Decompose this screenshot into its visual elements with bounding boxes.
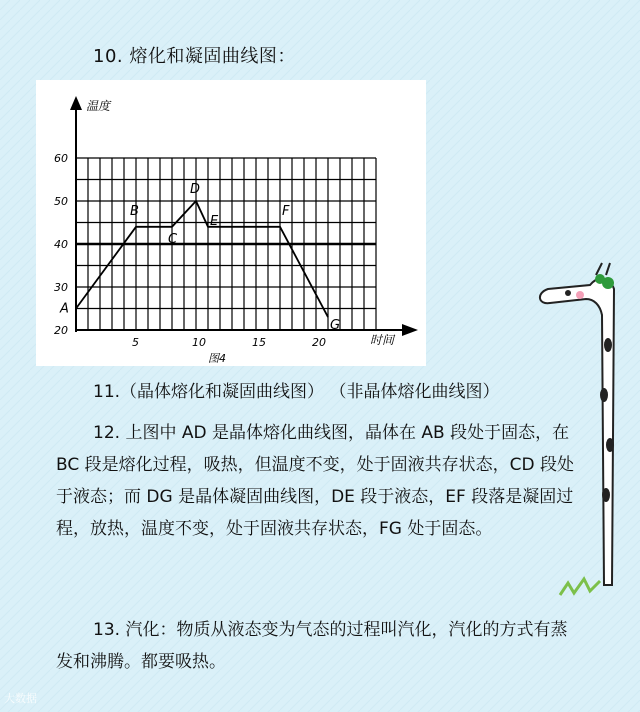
y-axis-arrow [70, 96, 82, 110]
point-label-G: G [330, 318, 341, 334]
x-tick-label: 10 [192, 336, 206, 349]
point-label-D: D [190, 182, 201, 197]
y-tick-label: 20 [54, 324, 68, 337]
y-tick-label: 50 [54, 195, 68, 208]
melting-curve-figure [36, 80, 426, 366]
y-axis-label: 温度 [86, 99, 111, 113]
giraffe-illustration [520, 255, 640, 605]
watermark: 大数据 [4, 692, 37, 705]
point-label-A: A [60, 301, 69, 317]
y-tick-label: 30 [54, 281, 68, 294]
melting-curve-chart [36, 80, 426, 366]
paragraph-12 [56, 417, 576, 545]
paragraph-12-text: 12. 上图中 AD 是晶体熔化曲线图，晶体在 AB 段处于固态，在 BC 段是熔化过程，吸热，但温度不变，处于固液共存状态，CD 段处于液态；而 DG 是晶体凝固曲线图，DE 段于液态，EF 段落是凝固过程，放热，温度不变，处于固液共存状态，FG 处于固态。 [56, 423, 575, 539]
point-label-E: E [210, 213, 219, 229]
point-label-F: F [282, 203, 290, 219]
temperature-curve [76, 201, 328, 317]
point-label-C: C [168, 231, 178, 247]
figure-caption: 图4 [208, 352, 226, 365]
x-axis-arrow [402, 324, 418, 336]
point-label-B: B [130, 203, 139, 219]
x-tick-label: 5 [132, 336, 139, 349]
y-tick-label: 60 [54, 152, 68, 165]
paragraph-11: 11.（晶体熔化和凝固曲线图） （非晶体熔化曲线图） [93, 382, 500, 402]
x-tick-label: 20 [312, 336, 326, 349]
section-heading: 10. 熔化和凝固曲线图： [93, 46, 296, 67]
x-tick-label: 15 [252, 336, 266, 349]
paragraph-13 [56, 614, 576, 678]
x-axis-label: 时间 [370, 333, 395, 347]
paragraph-13-text: 13. 汽化：物质从液态变为气态的过程叫汽化，汽化的方式有蒸发和沸腾。都要吸热。 [56, 620, 568, 672]
y-tick-label: 40 [54, 238, 68, 251]
